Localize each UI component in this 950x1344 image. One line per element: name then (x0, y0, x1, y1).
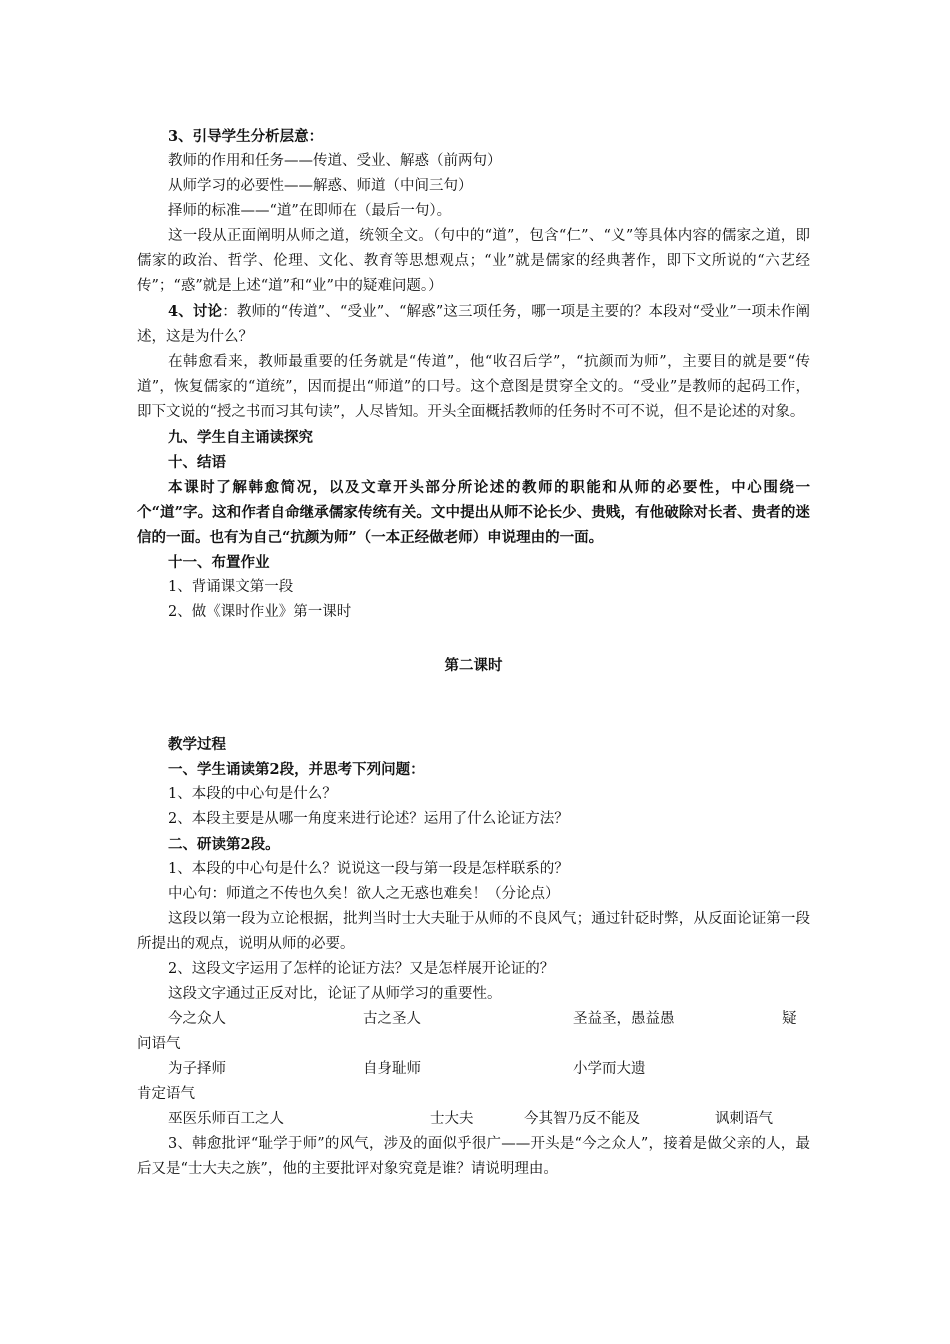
comparison-cell: 巫医乐师百工之人 (168, 1111, 284, 1127)
answer-text: 这段文字通过正反对比，论证了从师学习的重要性。 (168, 986, 502, 1002)
answer-text: 这段以第一段为立论根据，批判当时士大夫耻于从师的不良风气；通过针砭时弊，从反面论证第一段所提出的观点，说明从师的必要。 (137, 911, 810, 952)
comparison-cell: 士大夫 (430, 1111, 474, 1127)
comparison-cell: 自身耻师 (363, 1061, 421, 1077)
paragraph: 教师的作用和任务——传道、受业、解惑（前两句） (168, 153, 502, 169)
question-item: 1、本段的中心句是什么？ (168, 786, 337, 802)
conclusion-paragraph: 本课时了解韩愈简况，以及文章开头部分所论述的教师的职能和从师的必要性，中心围绕一个“道”字。这和作者自命继承儒家传统有关。文中提出从师不论长少、贵贱，有他破除对长者、贵者的迷信的一面。也有为自己“抗颜为师”（一本正经做老师）申说理由的一面。 (137, 479, 810, 546)
comparison-cell: 今其智乃反不能及 (524, 1111, 640, 1127)
paragraph: 在韩愈看来，教师最重要的任务就是“传道”，他“收召后学”，“抗颜而为师”，主要目的就是要“传道”，恢复儒家的“道统”，因而提出“师道”的口号。这个意图是贯穿全文的。“受业”是教师的起码工作，即下文说的“授之书而习其句读”，人尽皆知。开头全面概括教师的任务时不可不说，但不是论述的对象。 (137, 354, 810, 420)
paragraph: 从师学习的必要性——解惑、师道（中间三句） (168, 178, 473, 194)
question-item: 3、韩愈批评“耻学于师”的风气，涉及的面似乎很广——开头是“今之众人”，接着是做父亲的人，最后又是“士大夫之族”，他的主要批评对象究竟是谁？请说明理由。 (137, 1136, 810, 1177)
paragraph: 择师的标准——“道”在即师在（最后一句）。 (168, 203, 452, 219)
question-item: 1、本段的中心句是什么？说说这一段与第一段是怎样联系的？ (168, 861, 569, 877)
answer-text: 中心句：师道之不传也久矣！欲人之无惑也难矣！（分论点） (168, 886, 560, 902)
comparison-row (137, 1007, 810, 1032)
discussion-text: ：教师的“传道”、“受业”、“解惑”这三项任务，哪一项是主要的？本段对“受业”一项未作阐述，这是为什么？ (137, 304, 810, 345)
homework-item: 1、背诵课文第一段 (168, 579, 294, 595)
heading-conclusion: 十、结语 (168, 454, 226, 471)
comparison-wrap: 肯定语气 (137, 1086, 195, 1102)
comparison-row (137, 1057, 810, 1082)
question-item: 2、这段文字运用了怎样的论证方法？又是怎样展开论证的？ (168, 961, 555, 977)
paragraph-discussion (137, 299, 810, 350)
comparison-cell: 为子择师 (168, 1061, 226, 1077)
document-body (137, 124, 810, 1182)
comparison-cell: 圣益圣，愚益愚 (573, 1011, 675, 1027)
heading-homework: 十一、布置作业 (168, 554, 270, 571)
comparison-row (137, 1107, 810, 1132)
homework-item: 2、做《课时作业》第一课时 (168, 604, 352, 620)
question-item: 2、本段主要是从哪一角度来进行论述？运用了什么论证方法？ (168, 811, 569, 827)
heading-teaching-process: 教学过程 (168, 736, 226, 753)
section-title: 第二课时 (444, 657, 503, 674)
comparison-wrap: 问语气 (137, 1036, 181, 1052)
heading-question-1: 一、学生诵读第2段，并思考下列问题： (168, 761, 425, 778)
heading-analyze-layers: 3、引导学生分析层意： (168, 128, 324, 145)
spacer (137, 678, 810, 732)
heading-question-2: 二、研读第2段。 (168, 836, 280, 853)
comparison-cell: 小学而大遗 (573, 1061, 646, 1077)
heading-self-reading: 九、学生自主诵读探究 (168, 429, 313, 446)
comparison-cell: 疑 (782, 1011, 797, 1027)
discussion-label: 4、讨论 (168, 303, 223, 320)
comparison-cell: 古之圣人 (363, 1011, 421, 1027)
paragraph: 这一段从正面阐明从师之道，统领全文。（句中的“道”，包含“仁”、“义”等具体内容的儒家之道，即儒家的政治、哲学、伦理、文化、教育等思想观点；“业”就是儒家的经典著作，即下文所说的“六艺经传”；“惑”就是上述“道”和“业”中的疑难问题。） (137, 228, 810, 294)
comparison-cell: 今之众人 (168, 1011, 226, 1027)
spacer (137, 625, 810, 653)
comparison-cell: 讽刺语气 (715, 1111, 773, 1127)
